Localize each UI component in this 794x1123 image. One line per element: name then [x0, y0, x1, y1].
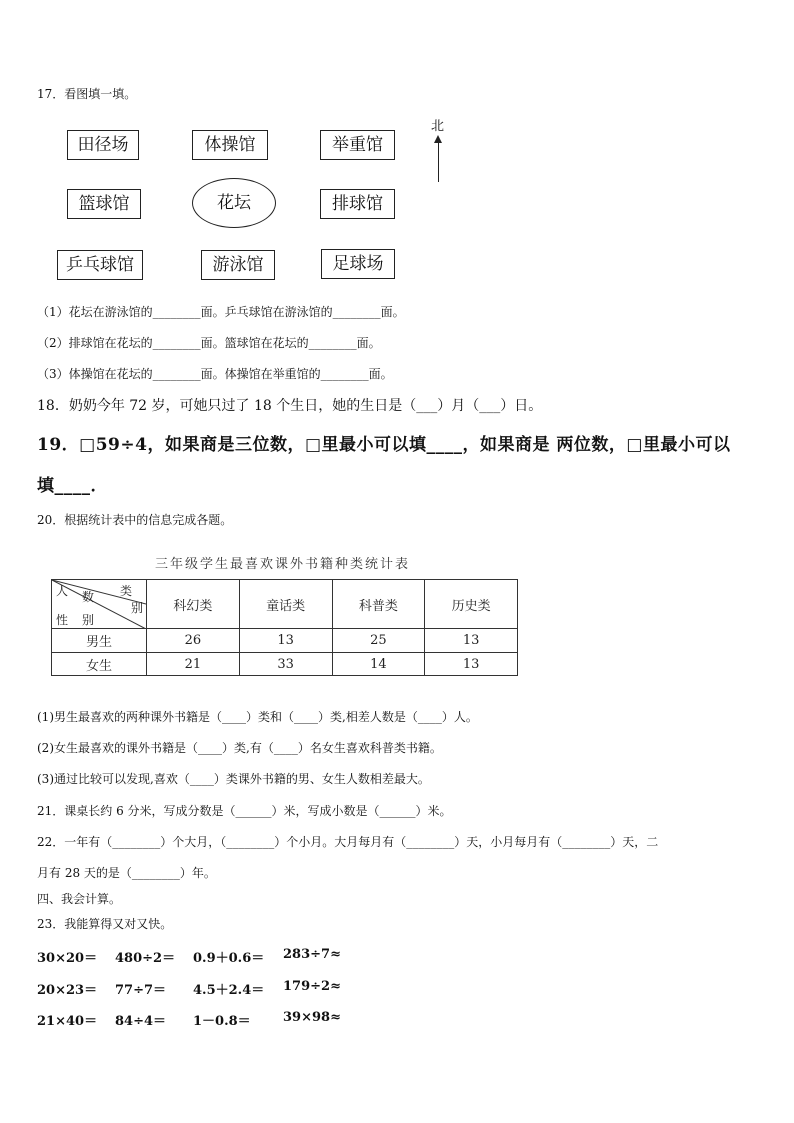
north-label: 北	[431, 119, 445, 134]
table-cell: 33	[239, 653, 332, 676]
table-cell: 26	[147, 629, 240, 653]
q22-line-2: 月有 28 天的是（________）年。	[37, 866, 216, 880]
calc-item: 39×98≈	[283, 1010, 341, 1025]
calc-item: 1－0.8＝	[193, 1014, 251, 1029]
venue-lanqiu: 篮球馆	[67, 189, 141, 219]
calc-item: 283÷7≈	[283, 947, 341, 962]
venue-paiqiu: 排球馆	[320, 189, 395, 219]
table-cell: 13	[425, 653, 518, 676]
venue-ticao: 体操馆	[192, 130, 268, 160]
calc-item: 20×23＝	[37, 983, 98, 998]
q21-text: 21．课桌长约 6 分米，写成分数是（______）米，写成小数是（______）米。	[37, 804, 452, 818]
q20-sub-2: (2)女生最喜欢的课外书籍是（____）类,有（____）名女生喜欢科普类书籍。	[37, 741, 442, 755]
table-corner-cell	[52, 580, 147, 629]
column-header: 科幻类	[147, 580, 240, 629]
corner-kind: 类	[120, 584, 133, 598]
q17-line-1: （1）花坛在游泳馆的________面。乒乓球馆在游泳馆的________面。	[37, 305, 405, 319]
table-cell: 25	[332, 629, 425, 653]
table-cell: 21	[147, 653, 240, 676]
table-cell: 14	[332, 653, 425, 676]
calc-item: 480÷2＝	[115, 951, 176, 966]
q22-line-1: 22．一年有（________）个大月，（________）个小月。大月每月有（________）天，小月每月有（________）天，二	[37, 835, 659, 849]
venue-pingpang: 乒乓球馆	[57, 250, 143, 280]
table-row	[52, 629, 518, 653]
table-cell: 13	[425, 629, 518, 653]
q17-title: 17．看图填一填。	[37, 87, 137, 101]
section-heading: 四、我会计算。	[37, 892, 122, 906]
q19-line-2: 填____．	[37, 476, 108, 496]
q20-title: 20．根据统计表中的信息完成各题。	[37, 513, 233, 527]
table-row	[52, 653, 518, 676]
q19-line-1: 19．□59÷4，如果商是三位数，□里最小可以填____，如果商是 两位数，□里最小可以	[37, 435, 731, 455]
table-cell: 13	[239, 629, 332, 653]
venue-juzhong: 举重馆	[320, 130, 395, 160]
venue-huatan: 花坛	[192, 178, 276, 228]
corner-shu: 数	[82, 590, 95, 604]
venue-youyong: 游泳馆	[201, 250, 275, 280]
column-header: 科普类	[332, 580, 425, 629]
calc-item: 21×40＝	[37, 1014, 98, 1029]
venue-zuqiu: 足球场	[321, 249, 395, 279]
table-title: 三年级学生最喜欢课外书籍种类统计表	[155, 557, 411, 572]
column-header: 历史类	[425, 580, 518, 629]
q17-line-3: （3）体操馆在花坛的________面。体操馆在举重馆的________面。	[37, 367, 393, 381]
corner-bie2: 别	[82, 613, 95, 627]
q23-title: 23．我能算得又对又快。	[37, 917, 173, 931]
stat-table	[51, 579, 518, 676]
calc-item: 4.5＋2.4＝	[193, 983, 265, 998]
q20-sub-3: (3)通过比较可以发现,喜欢（____）类课外书籍的男、女生人数相差最大。	[37, 772, 430, 786]
corner-bie: 别	[131, 601, 144, 615]
q18-text: 18．奶奶今年 72 岁，可她只过了 18 个生日，她的生日是（___）月（___）日。	[37, 398, 543, 414]
calc-item: 0.9＋0.6＝	[193, 951, 265, 966]
calc-item: 179÷2≈	[283, 979, 341, 994]
corner-ren: 人	[56, 584, 69, 598]
q17-line-2: （2）排球馆在花坛的________面。篮球馆在花坛的________面。	[37, 336, 381, 350]
column-header: 童话类	[239, 580, 332, 629]
corner-xing: 性	[56, 613, 69, 627]
calc-item: 30×20＝	[37, 951, 98, 966]
calc-item: 77÷7＝	[115, 983, 167, 998]
calc-item: 84÷4＝	[115, 1014, 167, 1029]
north-arrow-shaft	[438, 142, 439, 182]
venue-tianjing: 田径场	[67, 130, 139, 160]
row-label: 女生	[52, 653, 147, 676]
row-label: 男生	[52, 629, 147, 653]
q20-sub-1: (1)男生最喜欢的两种课外书籍是（____）类和（____）类,相差人数是（____）人。	[37, 710, 478, 724]
